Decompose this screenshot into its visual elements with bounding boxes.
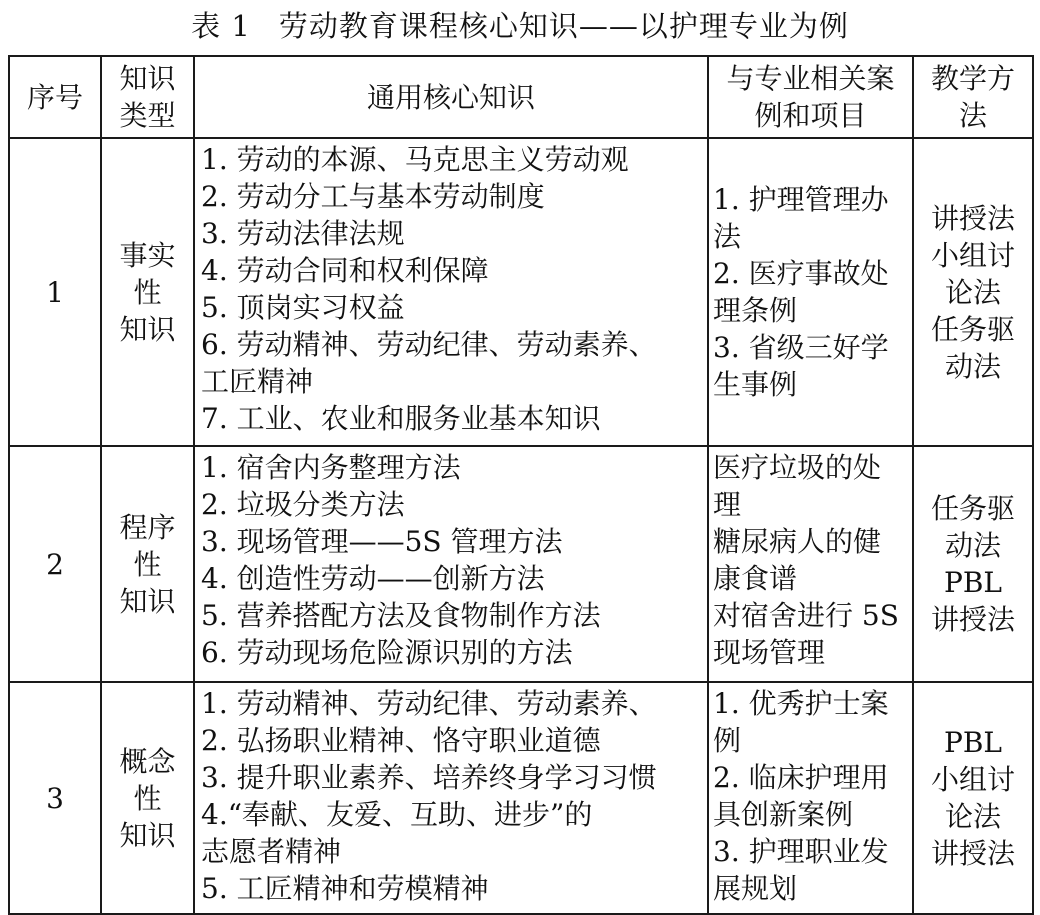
- list-item: 5. 顶岗实习权益: [201, 291, 405, 324]
- list-item: 1. 劳动的本源、马克思主义劳动观: [201, 143, 629, 176]
- list-item: 工匠精神: [201, 365, 314, 398]
- related-cases: 1. 护理管理办 法 2. 医疗事故处 理条例 3. 省级三好学 生事例: [708, 138, 913, 446]
- header-no: 序号: [9, 56, 101, 138]
- list-item: 3. 提升职业素养、培养终身学习习惯: [201, 761, 657, 794]
- general-knowledge-list: [194, 446, 708, 682]
- list-item: 6. 劳动精神、劳动纪律、劳动素养、: [201, 328, 657, 361]
- general-knowledge-list: [194, 682, 708, 914]
- list-item: 1. 劳动精神、劳动纪律、劳动素养、: [201, 687, 657, 720]
- teaching-method: PBL 小组讨 论法 讲授法: [913, 682, 1033, 914]
- list-item: 4. 创造性劳动——创新方法: [201, 562, 545, 595]
- list-item: 志愿者精神: [201, 835, 342, 868]
- row-number: 2: [9, 446, 101, 682]
- list-item: 1. 宿舍内务整理方法: [201, 451, 461, 484]
- table-row: [9, 138, 1033, 446]
- knowledge-type: 事实 性 知识: [101, 138, 194, 446]
- header-row: [9, 56, 1033, 138]
- list-item: 3. 现场管理——5S 管理方法: [201, 525, 563, 558]
- knowledge-type: 程序 性 知识: [101, 446, 194, 682]
- list-item: 2. 垃圾分类方法: [201, 488, 405, 521]
- related-cases: 医疗垃圾的处 理 糖尿病人的健 康食谱 对宿舍进行 5S 现场管理: [708, 446, 913, 682]
- list-item: 2. 弘扬职业精神、恪守职业道德: [201, 724, 601, 757]
- teaching-method: 讲授法 小组讨 论法 任务驱 动法: [913, 138, 1033, 446]
- knowledge-type: 概念 性 知识: [101, 682, 194, 914]
- table-row: [9, 446, 1033, 682]
- teaching-method: 任务驱 动法 PBL 讲授法: [913, 446, 1033, 682]
- table-row: [9, 682, 1033, 914]
- list-item: 4.“奉献、友爱、互助、进步”的: [201, 798, 593, 831]
- header-type: 知识 类型: [101, 56, 194, 138]
- list-item: 4. 劳动合同和权利保障: [201, 254, 489, 287]
- row-number: 1: [9, 138, 101, 446]
- table-number: 表 1: [191, 9, 251, 43]
- list-item: 3. 劳动法律法规: [201, 217, 405, 250]
- list-item: 5. 工匠精神和劳模精神: [201, 872, 489, 905]
- general-knowledge-list: [194, 138, 708, 446]
- header-method: 教学方 法: [913, 56, 1033, 138]
- header-general-knowledge: 通用核心知识: [194, 56, 708, 138]
- list-item: 6. 劳动现场危险源识别的方法: [201, 636, 573, 669]
- row-number: 3: [9, 682, 101, 914]
- list-item: 5. 营养搭配方法及食物制作方法: [201, 599, 601, 632]
- related-cases: 1. 优秀护士案 例 2. 临床护理用 具创新案例 3. 护理职业发 展规划: [708, 682, 913, 914]
- table-caption: [0, 6, 1040, 46]
- knowledge-table: [8, 55, 1034, 915]
- list-item: 2. 劳动分工与基本劳动制度: [201, 180, 545, 213]
- table-title: 劳动教育课程核心知识——以护理专业为例: [278, 9, 849, 43]
- list-item: 7. 工业、农业和服务业基本知识: [201, 402, 601, 435]
- header-cases: 与专业相关案 例和项目: [708, 56, 913, 138]
